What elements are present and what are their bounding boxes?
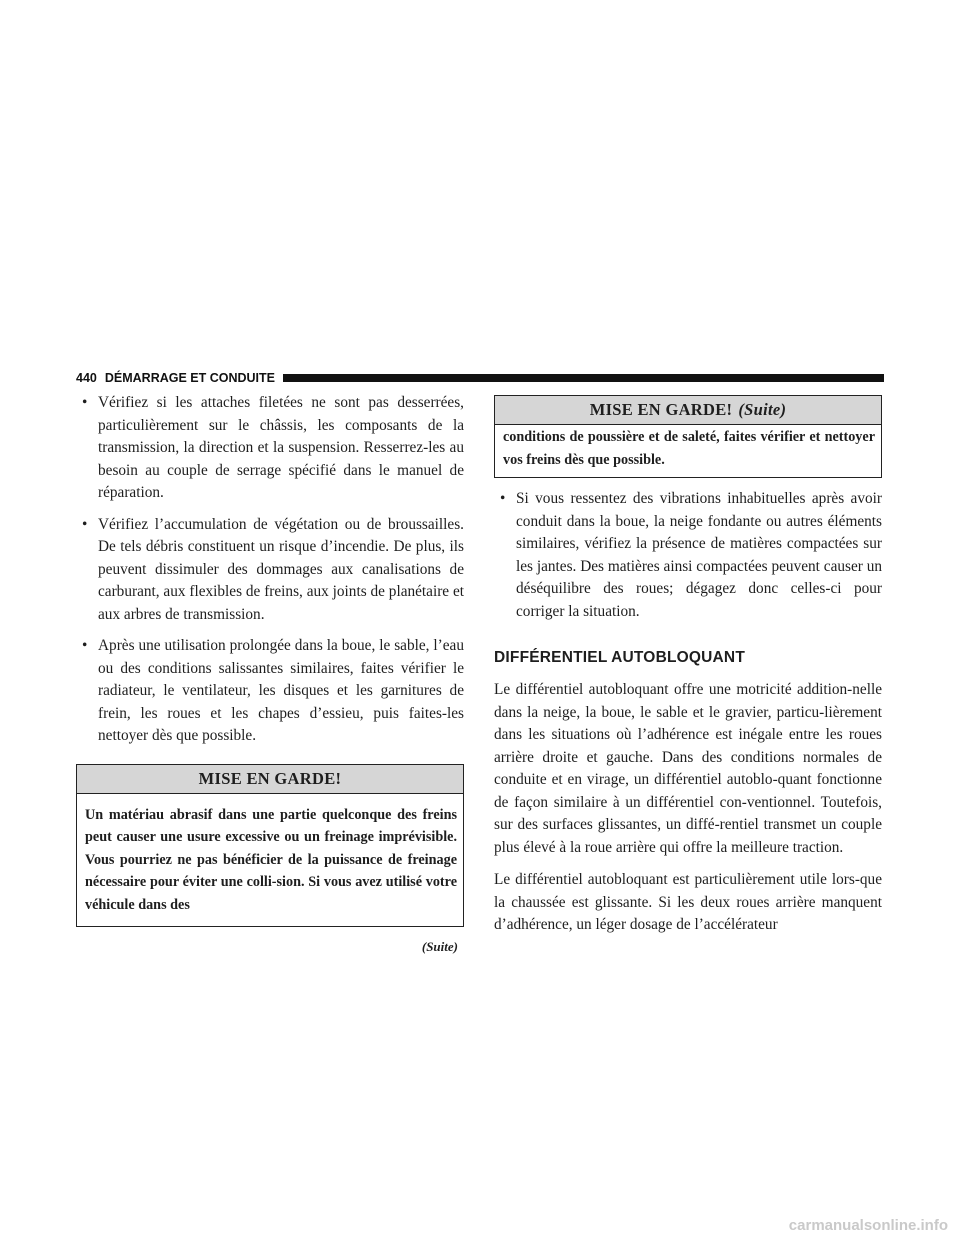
page-number: 440 — [76, 371, 97, 385]
list-item — [76, 392, 464, 505]
bullet-text: Après une utilisation prolongée dans la boue, le sable, l’eau ou des conditions salissantes similaires, faites vérifier le radiateur, le ventilateur, les disques et les garnitures de frein, les roues et les chapes d’essieu, puis faites-les nettoyer dès que possible. — [98, 637, 464, 744]
watermark: carmanualsonline.info — [788, 1217, 948, 1234]
bullet-text: Vérifiez l’accumulation de végétation ou de broussailles. De tels débris constituent un risque d’incendie. De plus, ils peuvent dissimuler des dommages aux canalisations de carburant, aux flexibles de freins, aux joints de planétaire et aux arbres de transmission. — [98, 515, 464, 623]
list-item — [76, 514, 464, 627]
section-heading: DIFFÉRENTIEL AUTOBLOQUANT — [494, 649, 745, 666]
warning-body: Un matériau abrasif dans une partie quelconque des freins peut causer une usure excessive ou un freinage imprévisible. Vous pourriez ne pas bénéficier de la puissance de freinage nécessaire pour éviter une colli-sion. Si vous avez utilisé votre véhicule dans des — [85, 806, 457, 913]
warning-title — [495, 396, 881, 425]
page-header — [76, 370, 884, 386]
section-title: DÉMARRAGE ET CONDUITE — [104, 371, 276, 385]
warning-title-suffix: (Suite) — [738, 400, 787, 419]
bullet-text: Vérifiez si les attaches filetées ne sont pas desserrées, particulièrement sur le châssis, les composants de la transmission, la direction et la suspension. Resserrez-les au besoin au couple de serrage spécifié dans le manuel de réparation. — [98, 394, 464, 501]
list-item — [494, 488, 882, 623]
warning-box — [76, 764, 464, 928]
left-column — [76, 392, 464, 955]
warning-box-continued — [494, 395, 882, 478]
right-column — [494, 392, 882, 947]
paragraph: Le différentiel autobloquant est particulièrement utile lors-que la chaussée est glissante. Si les deux roues arrière manquent d’adhérence, un léger dosage de l’accélérateur — [494, 871, 882, 933]
warning-title-text: MISE EN GARDE! — [589, 400, 733, 419]
bullet-icon: • — [82, 394, 88, 411]
header-rule — [283, 374, 884, 382]
paragraph: Le différentiel autobloquant offre une motricité addition-nelle dans la neige, la boue, le sable et le gravier, particu-lièrement dans les situations où l’adhérence est inégale entre les roues arrière droite et gauche. Dans des conditions normales de conduite et en virage, un différentiel autoblo-quant fonctionne de façon similaire à un différentiel con-ventionnel. Toutefois, sur des surfaces glissantes, un diffé-rentiel transmet un couple plus élevé à la roue arrière qui offre la meilleure traction. — [494, 681, 882, 856]
bullet-icon: • — [82, 515, 88, 533]
continued-note: (Suite) — [421, 939, 458, 954]
bullet-icon: • — [82, 637, 88, 654]
list-item — [76, 635, 464, 748]
warning-title: MISE EN GARDE! — [77, 765, 463, 794]
bullet-icon: • — [500, 490, 506, 507]
bullet-text: Si vous ressentez des vibrations inhabituelles après avoir conduit dans la boue, la neige fondante ou autres éléments similaires, vérifiez la présence de matières compactées sur les jantes. Des matières ainsi compactées peuvent causer un déséquilibre des roues; dégagez donc celles-ci pour corriger la situation. — [516, 490, 882, 620]
warning-body: conditions de poussière et de saleté, faites vérifier et nettoyer vos freins dès que possible. — [503, 429, 875, 468]
